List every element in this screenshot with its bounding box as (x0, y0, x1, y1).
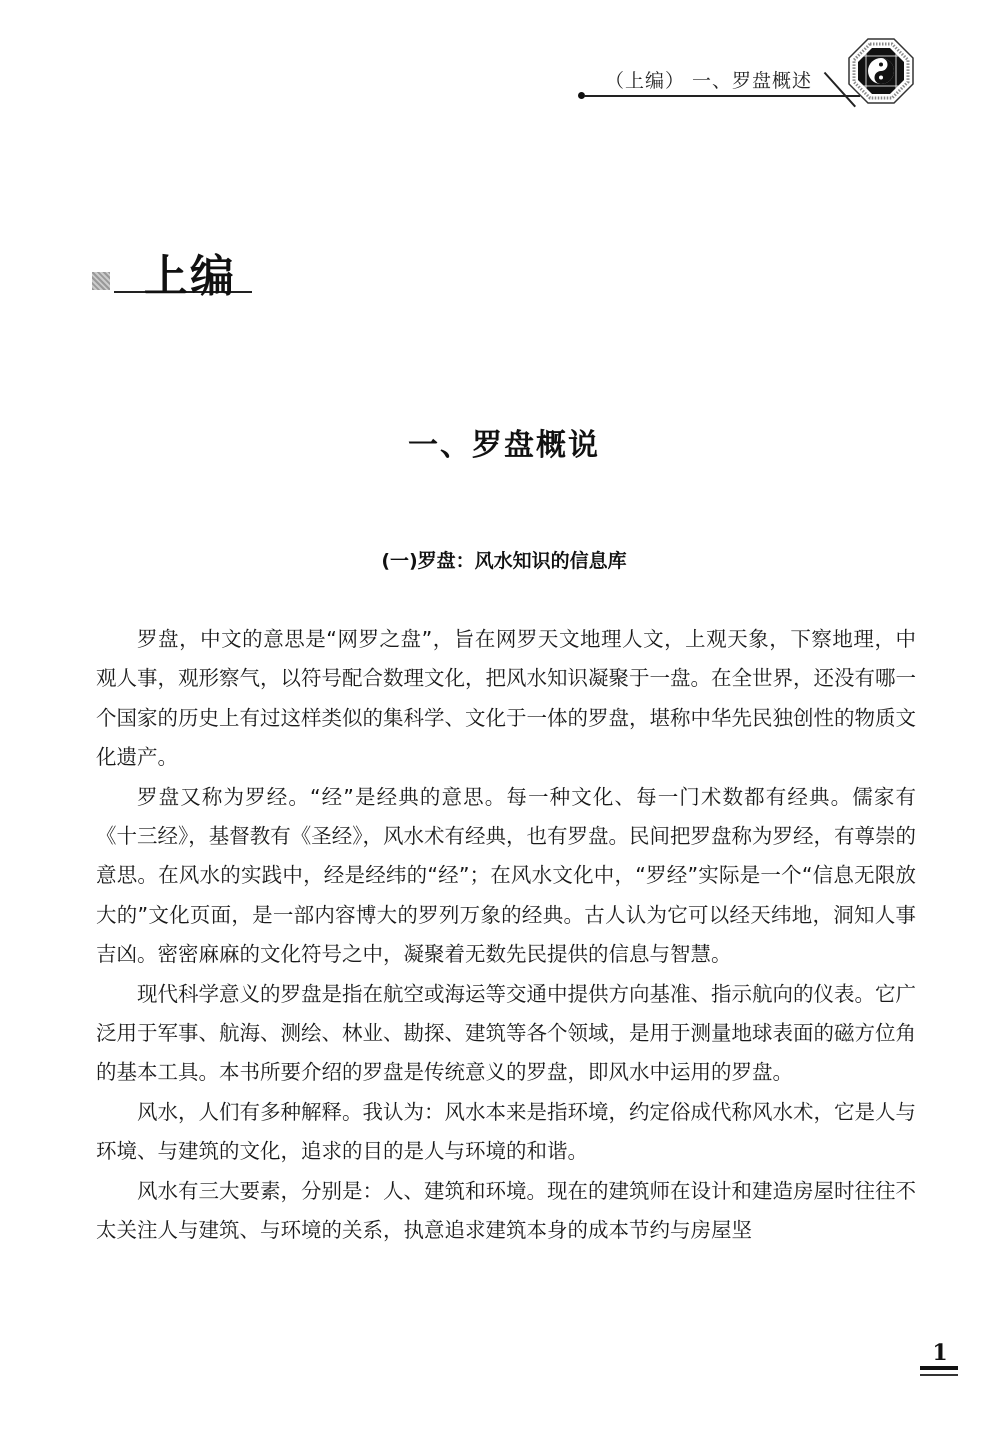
paragraph: 风水，人们有多种解释。我认为：风水本来是指环境，约定俗成代称风水术，它是人与环境、与建筑的文化，追求的目的是人与环境的和谐。 (96, 1099, 916, 1164)
page-number-rule-thick (920, 1366, 958, 1370)
header-rule (584, 95, 860, 97)
section-title: (一)罗盘：风水知识的信息库 (381, 550, 627, 572)
paragraph: 罗盘又称为罗经。“经”是经典的意思。每一种文化、每一门术数都有经典。儒家有《十三经》，基督教有《圣经》，风水术有经典，也有罗盘。民间把罗盘称为罗经，有尊崇的意思。在风水的实践中，经是经纬的“经”；在风水文化中，“罗经”实际是一个“信息无限放大的”文化页面，是一部内容博大的罗列万象的经典。古人认为它可以经天纬地，洞知人事吉凶。密密麻麻的文化符号之中，凝聚着无数先民提供的信息与智慧。 (96, 784, 916, 967)
running-header (578, 60, 860, 100)
page-number: 1 (932, 1340, 948, 1366)
page-number-rule-thin (920, 1374, 958, 1376)
running-header-text: （上编） 一、罗盘概述 (604, 70, 812, 92)
body-text (96, 620, 916, 1251)
bagua-yin-yang-icon (848, 38, 914, 104)
paragraph: 罗盘，中文的意思是“网罗之盘”，旨在网罗天文地理人文，上观天象，下察地理，中观人事，观形察气，以符号配合数理文化，把风水知识凝聚于一盘。在全世界，还没有哪一个国家的历史上有过这样类似的集科学、文化于一体的罗盘，堪称中华先民独创性的物质文化遗产。 (96, 627, 916, 770)
part-title-marker (92, 272, 110, 290)
paragraph: 现代科学意义的罗盘是指在航空或海运等交通中提供方向基准、指示航向的仪表。它广泛用于军事、航海、测绘、林业、勘探、建筑等各个领域，是用于测量地球表面的磁方位角的基本工具。本书所要介绍的罗盘是传统意义的罗盘，即风水中运用的罗盘。 (96, 981, 916, 1085)
chapter-title: 一、罗盘概说 (408, 428, 600, 463)
paragraph: 风水有三大要素，分别是：人、建筑和环境。现在的建筑师在设计和建造房屋时往往不太关注人与建筑、与环境的关系，执意追求建筑本身的成本节约与房屋坚 (96, 1178, 916, 1243)
part-title-text: 上编 (144, 251, 236, 302)
